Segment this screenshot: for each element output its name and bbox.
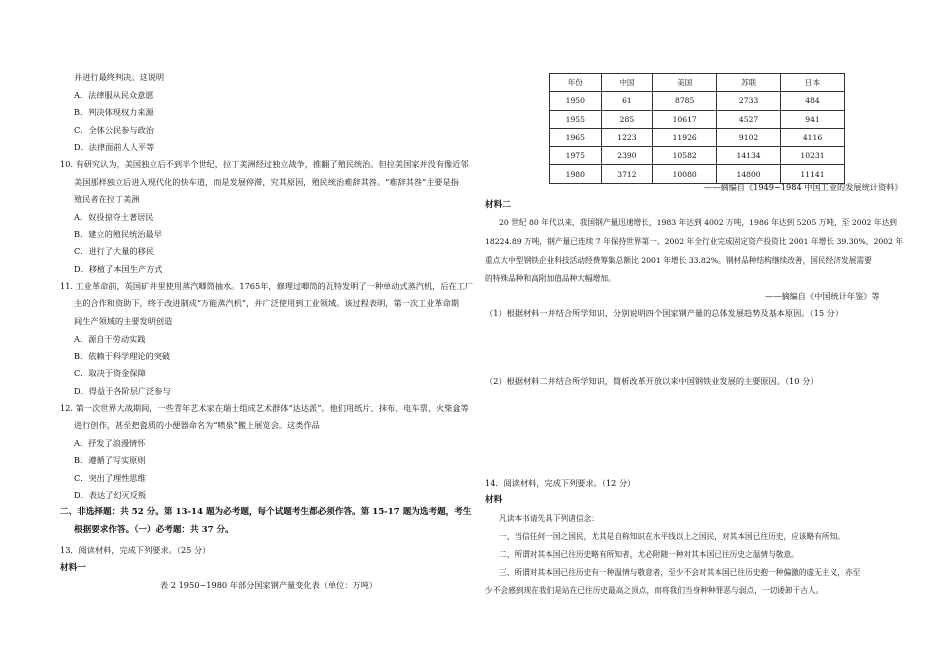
option-line: C．突出了理性思维 (74, 473, 146, 483)
option-line: D．移植了本国生产方式 (74, 264, 163, 274)
material-text: 的特殊品种和高附加值品种大幅增加。 (485, 274, 616, 283)
table-cell: 1955 (550, 110, 602, 128)
table-cell: 2733 (717, 92, 781, 110)
table-cell: 10080 (653, 165, 717, 183)
material-text: 少不会感到现在我们是站在已往历史最高之顶点，而将我们当身种种罪恶与弱点，一切诿卸于古人。 (485, 586, 824, 595)
table-cell: 10617 (653, 110, 717, 128)
sub-question-1: （1）根据材料一并结合所学知识，分别说明四个国家钢产量的总体发展趋势及基本原因。（15 分） (485, 308, 844, 318)
material-text: 一、当信任何一国之国民，尤其是自称知识在水平线以上之国民，对其本国已往历史，应该略有所知。 (499, 532, 845, 541)
material-text: 二、所谓对其本国已往历史略有所知者，尤必附随一种对其本国已往历史之温情与敬意。 (499, 550, 799, 559)
table-cell: 484 (781, 92, 845, 110)
table-cell: 1980 (550, 165, 602, 183)
option-line: A．源自于劳动实践 (74, 334, 146, 344)
table-cell: 11926 (653, 128, 717, 146)
table-cell: 1965 (550, 128, 602, 146)
material-source: ——摘编自《中国统计年鉴》等 (765, 291, 880, 301)
table-cell: 14800 (717, 165, 781, 183)
steel-production-table (549, 73, 845, 184)
table-cell: 285 (601, 110, 653, 128)
option-line: B．依赖于科学理论的突破 (74, 351, 171, 361)
option-line: C．进行了大量的移民 (74, 246, 154, 256)
header-cell: 年份 (550, 74, 602, 92)
table-cell: 3712 (601, 165, 653, 183)
table-cell: 2390 (601, 147, 653, 165)
table-cell: 61 (601, 92, 653, 110)
table-header-row (550, 74, 845, 92)
option-line: D．表达了幻灭反叛 (74, 490, 147, 500)
text-line: 殖民者在拉丁美洲 (74, 194, 140, 204)
option-line: C．取决于资金保障 (74, 368, 146, 378)
option-line: D．法律面前人人平等 (74, 142, 155, 152)
option-line: B．遵循了写实原则 (74, 455, 146, 465)
option-line: B．判决体现权力来源 (74, 107, 154, 117)
section-heading: 二、非选择题：共 52 分。第 13-14 题为必考题，每个试题考生都必须作答。第 15-17 题为选考题，考生 (60, 507, 472, 517)
material-text: 凡读本书请先具下列诸信念： (499, 514, 599, 523)
table-caption: 表 2 1950~1980 年部分国家钢产量变化表（单位：万吨） (160, 580, 378, 590)
table-cell: 1223 (601, 128, 653, 146)
text-line: 美国那样独立后进入现代化的快车道，而是发展停滞，究其原因，殖民统治难辞其咎。“难辞其咎”主要是指 (74, 177, 459, 187)
table-source: ——摘编自《1949~1984 中国工业的发展统计资料》 (704, 182, 903, 192)
material-text: 18224.89 万吨，钢产量已连续 7 年保持世界第一。2002 年全行业完成固定资产投资比 2001 年增长 39.30%，2002 年 (485, 237, 904, 246)
table-cell: 10582 (653, 147, 717, 165)
material-label: 材料 (485, 495, 503, 505)
header-cell: 苏联 (717, 74, 781, 92)
header-cell: 中国 (601, 74, 653, 92)
table-cell: 8785 (653, 92, 717, 110)
option-line: A．法律服从民众意愿 (74, 90, 154, 100)
table-cell: 10231 (781, 147, 845, 165)
material-text: 重点大中型钢铁企业科技活动经费筹集总额比 2001 年增长 33.82%。钢材品种结构继续改善，国民经济发展需要 (485, 256, 872, 265)
question-13: 13．阅读材料，完成下列要求。（25 分） (60, 545, 211, 555)
table-cell: 11141 (781, 165, 845, 183)
text-line: 间生产领域的主要发明创造 (74, 316, 173, 326)
header-cell: 日本 (781, 74, 845, 92)
text-line: 主的合作和资助下，终于改进制成“万能蒸汽机”，并广泛使用到工业领域。该过程表明，第一次工业革命期 (74, 298, 459, 308)
text-line: 并进行最终判决。这说明 (74, 72, 165, 82)
table-cell: 4116 (781, 128, 845, 146)
material-text: 20 世纪 80 年代以来，我国钢产量迅速增长，1983 年达到 4002 万吨，1986 年达到 5205 万吨，至 2002 年达到 (499, 218, 897, 227)
question-14: 14．阅读材料，完成下列要求。（12 分） (485, 478, 636, 488)
header-cell: 美国 (653, 74, 717, 92)
table-cell: 1975 (550, 147, 602, 165)
option-line: D．得益于各阶层广泛参与 (74, 386, 171, 396)
table-row (550, 110, 845, 128)
material-text: 三、所谓对其本国已往历史有一种温情与敬意者，至少不会对其本国已往历史抱一种偏激的虚无主义，亦至 (499, 568, 861, 577)
sub-question-2: （2）根据材料二并结合所学知识，简析改革开放以来中国钢铁业发展的主要原因。（10 分） (485, 376, 819, 386)
text-line: 进行创作，甚至把瓷质的小便器命名为“喷泉”搬上展览会。这类作品 (74, 420, 320, 430)
question-10: 10. 有研究认为，美国独立后不到半个世纪，拉丁美洲经过独立战争，推翻了殖民统治。但拉美国家并没有像近邻 (60, 159, 469, 169)
material-label: 材料二 (485, 200, 511, 210)
table-cell: 9102 (717, 128, 781, 146)
table-row (550, 147, 845, 165)
material-label: 材料一 (60, 563, 86, 573)
option-line: A．奴役掠夺土著居民 (74, 212, 154, 222)
table-cell: 14134 (717, 147, 781, 165)
table-row (550, 92, 845, 110)
option-line: A．抒发了浪漫情怀 (74, 438, 146, 448)
option-line: B．建立的殖民统治最早 (74, 229, 162, 239)
table-row (550, 128, 845, 146)
question-11: 11. 工业革命前，英国矿井里使用蒸汽唧筒抽水。1765年，修理过唧筒的瓦特发明了一种单动式蒸汽机，后在工厂 (60, 281, 474, 291)
table-cell: 941 (781, 110, 845, 128)
section-heading-cont: 根据要求作答。（一）必考题：共 37 分。 (74, 525, 234, 535)
table-row (550, 165, 845, 183)
table-cell: 1950 (550, 92, 602, 110)
table-cell: 4527 (717, 110, 781, 128)
option-line: C．全体公民参与政治 (74, 125, 154, 135)
question-12: 12. 第一次世界大战期间，一些青年艺术家在瑞士组成艺术群体“达达派”。他们用纸片、抹布、电车票、火柴盒等 (60, 403, 469, 413)
